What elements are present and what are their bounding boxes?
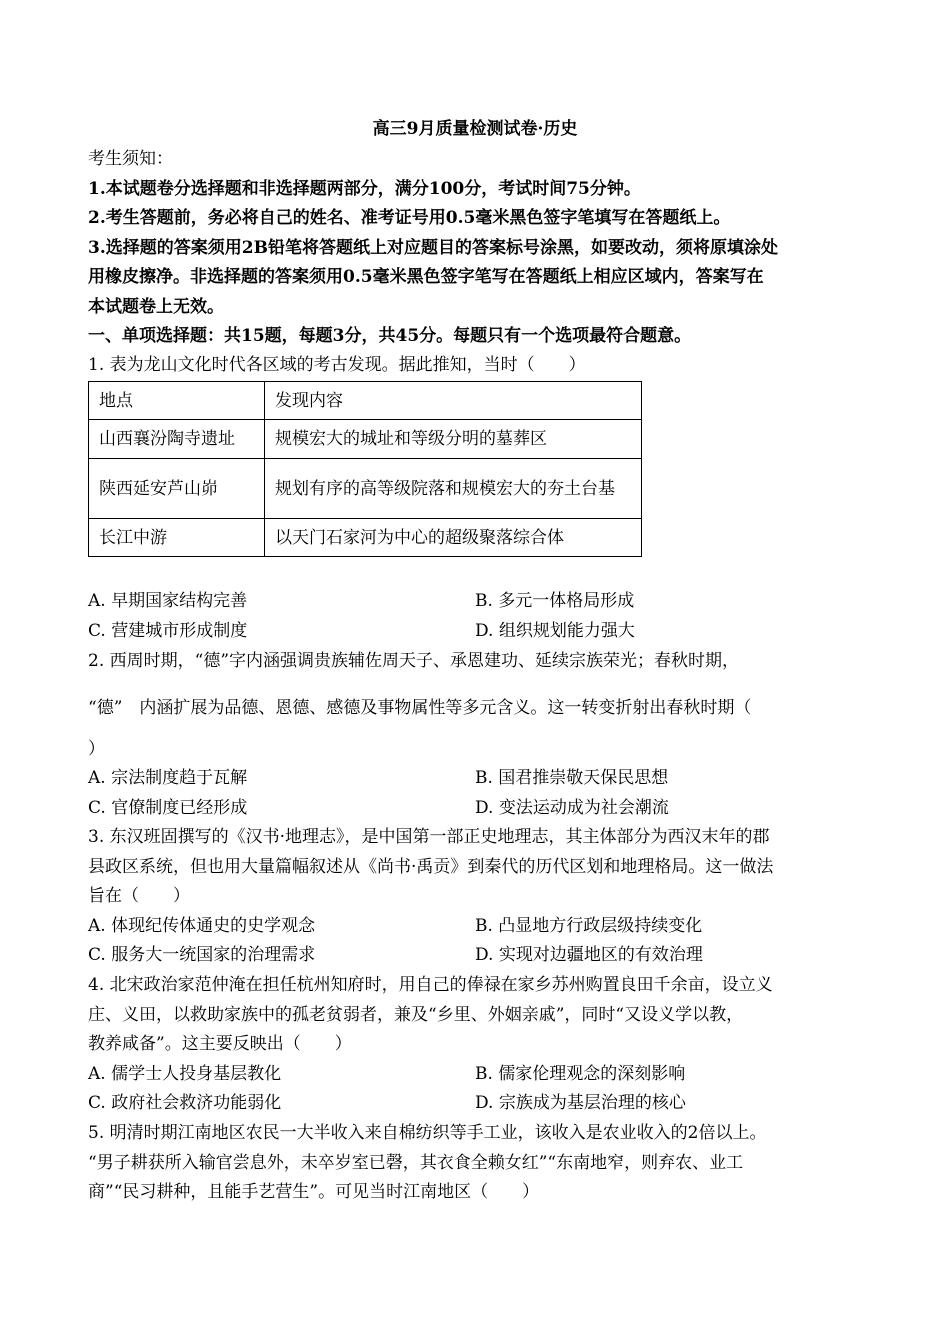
notice-item-3-line-1: 3.选择题的答案须用2B铅笔将答题纸上对应题目的答案标号涂黑，如要改动，须将原填涂处	[88, 238, 778, 258]
q2-stem-line-3: ）	[88, 739, 105, 759]
q4-option-b: B. 儒家伦理观念的深刻影响	[475, 1064, 686, 1084]
table-cell: 规模宏大的城址和等级分明的墓葬区	[265, 420, 642, 459]
q2-option-d: D. 变法运动成为社会潮流	[475, 798, 669, 818]
q3-option-b: B. 凸显地方行政层级持续变化	[475, 916, 703, 936]
q3-option-c: C. 服务大一统国家的治理需求	[88, 945, 316, 965]
q4-option-a: A. 儒学士人投身基层教化	[88, 1064, 282, 1084]
q2-option-a: A. 宗法制度趋于瓦解	[88, 768, 248, 788]
section-heading: 一、单项选择题：共15题，每题3分，共45分。每题只有一个选项最符合题意。	[88, 326, 692, 346]
q3-stem-line-1: 3. 东汉班固撰写的《汉书·地理志》，是中国第一部正史地理志，其主体部分为西汉末年的郡	[88, 827, 770, 847]
q2-stem-line-2: “德” 内涵扩展为品德、恩德、感德及事物属性等多元含义。这一转变折射出春秋时期（	[88, 698, 752, 718]
table-row	[89, 420, 642, 459]
q4-option-c: C. 政府社会救济功能弱化	[88, 1093, 282, 1113]
notice-item-3-line-3: 本试题卷上无效。	[88, 297, 224, 317]
table-header-row	[89, 382, 642, 420]
notice-item-3-line-2: 用橡皮擦净。非选择题的答案须用0.5毫米黑色签字笔写在答题纸上相应区域内，答案写在	[88, 267, 764, 287]
q5-stem-line-3: 商”“民习耕种，且能手艺营生”。可见当时江南地区（ ）	[88, 1182, 540, 1202]
exam-title: 高三9月质量检测试卷·历史	[372, 119, 578, 139]
q4-stem-line-1: 4. 北宋政治家范仲淹在担任杭州知府时，用自己的俸禄在家乡苏州购置良田千余亩，设立义	[88, 975, 773, 995]
q3-stem-line-2: 县政区系统，但也用大量篇幅叙述从《尚书·禹贡》到秦代的历代区划和地理格局。这一做法	[88, 857, 774, 877]
q2-option-c: C. 官僚制度已经形成	[88, 798, 248, 818]
q5-stem-line-2: “男子耕获所入输官尝息外，未卒岁室已磬，其衣食全赖女红”“东南地窄，则弃农、业工	[88, 1153, 744, 1173]
table-cell: 长江中游	[89, 519, 265, 557]
q4-option-d: D. 宗族成为基层治理的核心	[475, 1093, 686, 1113]
table-cell: 以天门石家河为中心的超级聚落综合体	[265, 519, 642, 557]
notice-item-1: 1.本试题卷分选择题和非选择题两部分，满分100分，考试时间75分钟。	[88, 179, 641, 199]
table-header-cell: 地点	[89, 382, 265, 420]
q2-option-b: B. 国君推崇敬天保民思想	[475, 768, 669, 788]
q2-stem-line-1: 2. 西周时期，“德”字内涵强调贵族辅佐周天子、承恩建功、延续宗族荣光；春秋时期，	[88, 651, 740, 671]
notice-item-2: 2.考生答题前，务必将自己的姓名、准考证号用0.5毫米黑色签字笔填写在答题纸上。	[88, 208, 731, 228]
q1-option-b: B. 多元一体格局形成	[475, 591, 635, 611]
table-header-cell: 发现内容	[265, 382, 642, 420]
q5-stem-line-1: 5. 明清时期江南地区农民一大半收入来自棉纺织等手工业，该收入是农业收入的2倍以上。	[88, 1123, 767, 1143]
q1-option-c: C. 营建城市形成制度	[88, 621, 248, 641]
table-cell: 山西襄汾陶寺遗址	[89, 420, 265, 459]
q3-option-a: A. 体现纪传体通史的史学观念	[88, 916, 316, 936]
table-cell: 陕西延安芦山峁	[89, 459, 265, 519]
archaeology-table	[88, 381, 642, 557]
q3-stem-line-3: 旨在（ ）	[88, 886, 190, 906]
q4-stem-line-2: 庄、义田，以救助家族中的孤老贫弱者，兼及“乡里、外姻亲戚”，同时“又设义学以教，	[88, 1005, 744, 1025]
q3-option-d: D. 实现对边疆地区的有效治理	[475, 945, 703, 965]
notice-heading: 考生须知：	[88, 149, 173, 169]
q1-option-d: D. 组织规划能力强大	[475, 621, 635, 641]
table-row	[89, 519, 642, 557]
table-row	[89, 459, 642, 519]
q1-stem: 1. 表为龙山文化时代各区域的考古发现。据此推知，当时（ ）	[88, 355, 586, 375]
q4-stem-line-3: 教养咸备”。这主要反映出（ ）	[88, 1034, 352, 1054]
q1-option-a: A. 早期国家结构完善	[88, 591, 248, 611]
table-cell: 规划有序的高等级院落和规模宏大的夯土台基	[265, 459, 642, 519]
